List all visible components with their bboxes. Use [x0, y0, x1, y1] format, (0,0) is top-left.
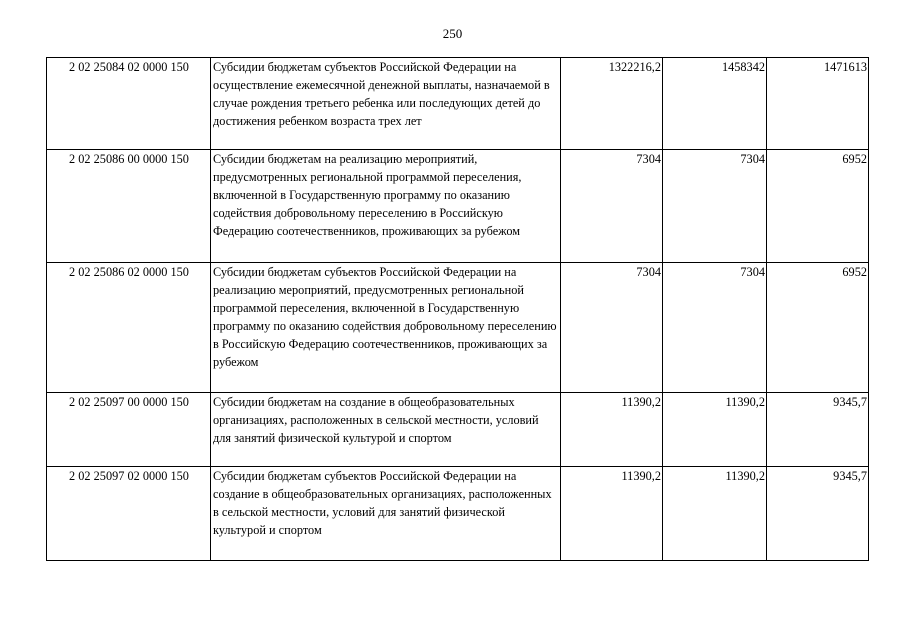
amount-year-1: 1322216,2: [561, 58, 663, 150]
amount-year-2: 7304: [663, 263, 767, 393]
amount-year-3: 9345,7: [767, 467, 869, 561]
classification-code: 2 02 25086 02 0000 150: [47, 263, 211, 393]
classification-code: 2 02 25097 00 0000 150: [47, 393, 211, 467]
amount-year-2: 7304: [663, 150, 767, 263]
budget-table: [46, 57, 869, 561]
table-row: [47, 150, 869, 263]
amount-year-3: 6952: [767, 263, 869, 393]
classification-code: 2 02 25097 02 0000 150: [47, 467, 211, 561]
table-row: [47, 58, 869, 150]
amount-year-3: 9345,7: [767, 393, 869, 467]
classification-code: 2 02 25084 02 0000 150: [47, 58, 211, 150]
classification-code: 2 02 25086 00 0000 150: [47, 150, 211, 263]
amount-year-1: 11390,2: [561, 467, 663, 561]
table-row: [47, 393, 869, 467]
amount-year-1: 7304: [561, 150, 663, 263]
amount-year-2: 11390,2: [663, 393, 767, 467]
amount-year-2: 11390,2: [663, 467, 767, 561]
page-number: 250: [442, 26, 463, 41]
table-row: [47, 467, 869, 561]
amount-year-1: 7304: [561, 263, 663, 393]
revenue-name: Субсидии бюджетам субъектов Российской Федерации на осуществление ежемесячной денежной выплаты, назначаемой в случае рождения третьего ребенка или последующих детей до достижения ребенком возраста трех лет: [211, 58, 561, 150]
amount-year-3: 6952: [767, 150, 869, 263]
revenue-name: Субсидии бюджетам на реализацию мероприятий, предусмотренных региональной программой переселения, включенной в Государственную программу по оказанию содействия добровольному переселению в Российскую Федерацию соотечественников, проживающих за рубежом: [211, 150, 561, 263]
table-row: [47, 263, 869, 393]
amount-year-2: 1458342: [663, 58, 767, 150]
amount-year-1: 11390,2: [561, 393, 663, 467]
revenue-name: Субсидии бюджетам субъектов Российской Федерации на реализацию мероприятий, предусмотренных региональной программой переселения, включенной в Государственную программу по оказанию содействия добровольному переселению в Российскую Федерацию соотечественников, проживающих за рубежом: [211, 263, 561, 393]
revenue-name: Субсидии бюджетам на создание в общеобразовательных организациях, расположенных в сельской местности, условий для занятий физической культурой и спортом: [211, 393, 561, 467]
amount-year-3: 1471613: [767, 58, 869, 150]
revenue-name: Субсидии бюджетам субъектов Российской Федерации на создание в общеобразовательных организациях, расположенных в сельской местности, условий для занятий физической культурой и спортом: [211, 467, 561, 561]
